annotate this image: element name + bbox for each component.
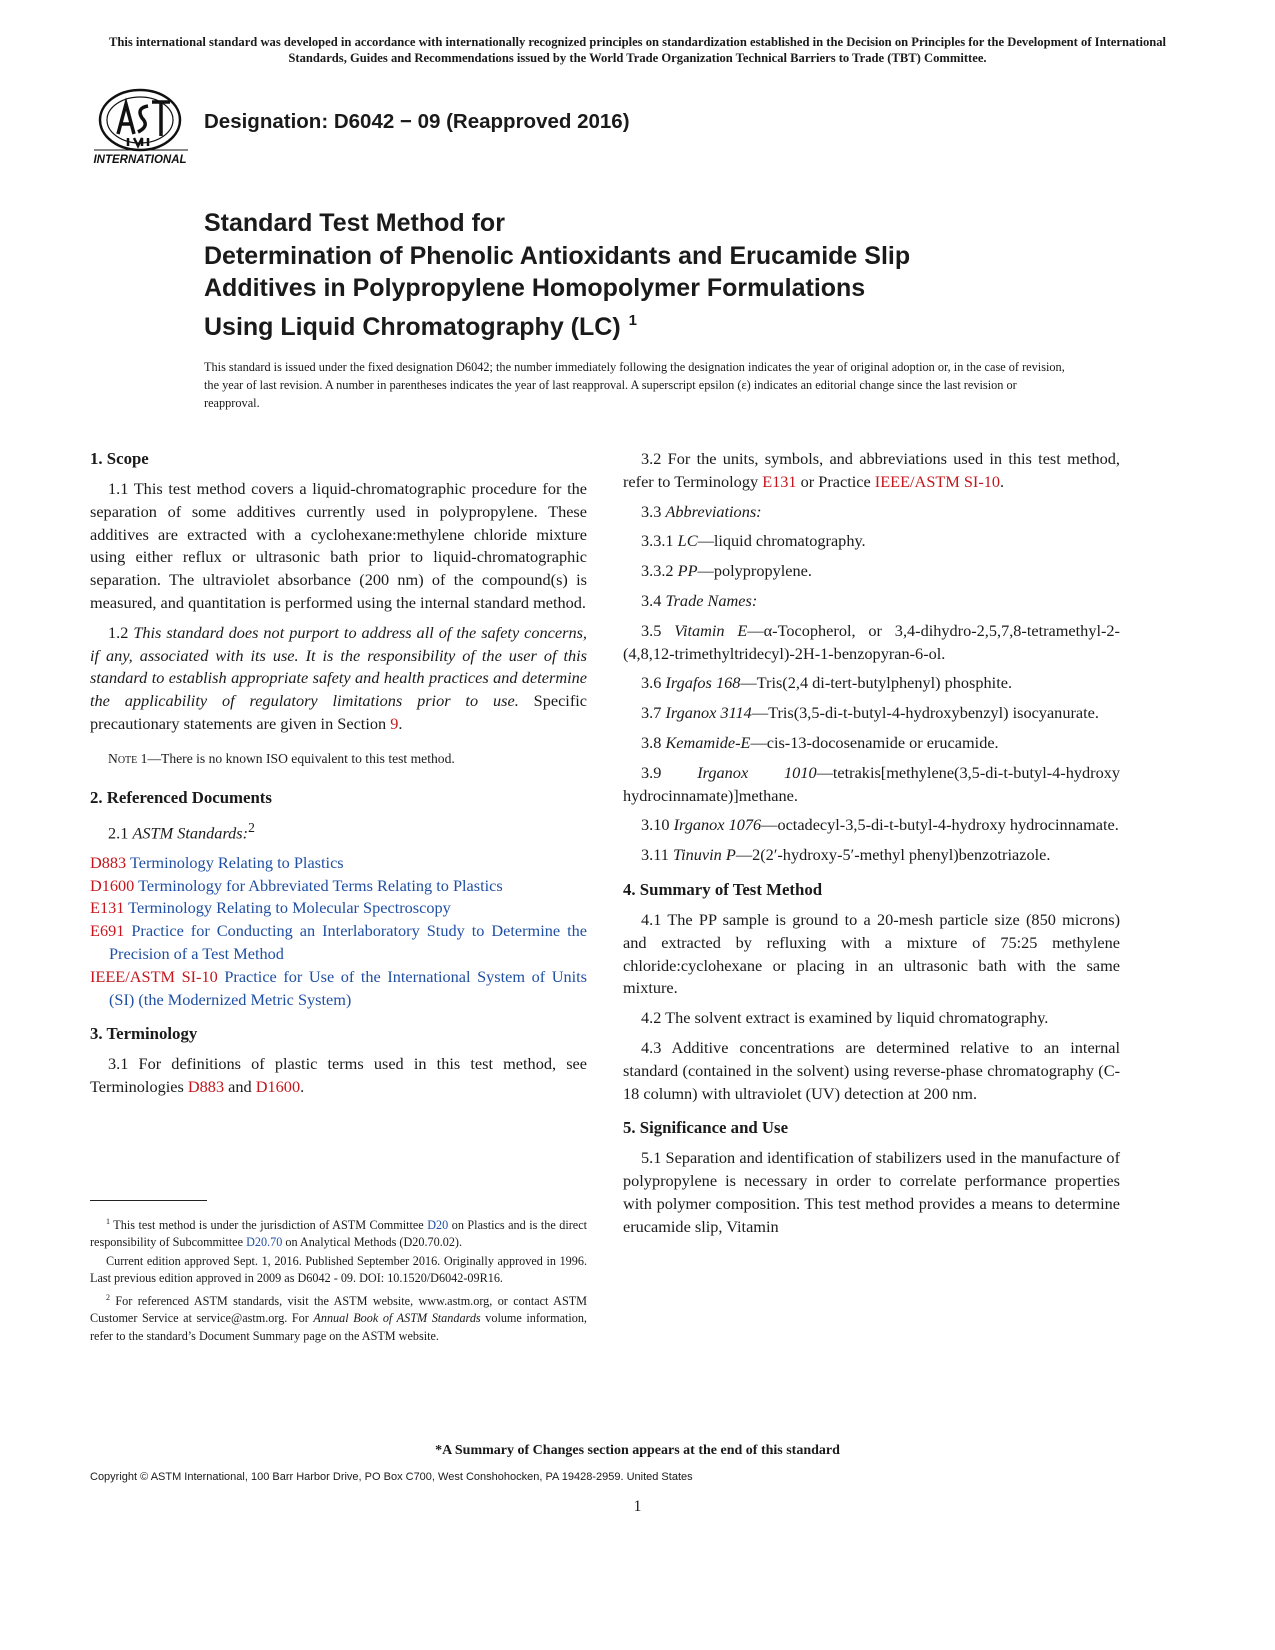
para-1-2-rest: Specific precautionary statements are given in Section [90, 691, 587, 733]
ref-title[interactable]: Practice for Use of the International System of Units (SI) (the Modernized Metric System) [109, 966, 588, 1009]
def-term: Irganox 1010 [697, 762, 817, 782]
title-footnote-mark: 1 [628, 311, 637, 329]
astm-logo-icon [88, 86, 192, 172]
def-text: —liquid chromatography. [697, 531, 866, 551]
ref-item[interactable] [90, 897, 587, 920]
title-line-4-text: Using Liquid Chromatography (LC) [204, 312, 621, 341]
period: . [300, 1077, 305, 1097]
para-1-2-safety: This standard does not purport to address all of the safety concerns, if any, associated with its use. It is the responsibility of the user of this standard to establish appropriate safety and health practices and determine the applicability of regulatory limitations prior to use. [90, 622, 587, 711]
def-term: Kemamide-E [665, 732, 751, 752]
ref-item[interactable] [90, 875, 587, 898]
definition-item [623, 732, 1120, 755]
d1600-link[interactable]: D1600 [255, 1077, 301, 1097]
section-2-heading: 2. Referenced Documents [90, 787, 272, 807]
para-4-3: 4.3 Additive concentrations are determined relative to an internal standard (contained in the solvent) using reverse-phase chromatography (C-18 column) with ultraviolet (UV) detection at 200 nm. [623, 1037, 1120, 1103]
note-label: Note 1 [108, 750, 148, 766]
def-num: 3.11 [641, 845, 669, 865]
def-term: Irgafos 168 [665, 673, 741, 693]
def-num: 3.3.2 [641, 561, 674, 581]
ref-item[interactable] [90, 966, 587, 1012]
def-text: —α-Tocopherol, or 3,4-dihydro-2,5,7,8-tetramethyl-2-(4,8,12-trimethyltridecyl)-2H-1-benzopyran-6-ol. [623, 620, 1120, 663]
e131-link[interactable]: E131 [762, 471, 797, 491]
logo-text: INTERNATIONAL [93, 154, 187, 166]
footnote-1 [90, 1213, 587, 1252]
section-4-heading: 4. Summary of Test Method [623, 879, 823, 899]
footnote-edition: Current edition approved Sept. 1, 2016. Published September 2016. Originally approved in 1996. Last previous edition approved in 2009 as D6042 - 09. DOI: 10.1520/D6042-09R16. [90, 1253, 587, 1286]
definition-item [623, 702, 1120, 725]
astm-logo [88, 86, 192, 172]
def-term: LC [677, 531, 698, 551]
ref-code[interactable]: E691 [90, 921, 125, 941]
footnote-2-text-b: volume information, refer to the standard’s Document Summary page on the ASTM website. [90, 1311, 587, 1343]
abbreviations-label: Abbreviations: [665, 501, 762, 521]
referenced-documents-list [72, 852, 587, 1012]
para-1-1: 1.1 This test method covers a liquid-chromatographic procedure for the separation of some additives currently used in polypropylene. These additives are extracted with a cyclohexane:methylene chloride mixture using either reflux or ultrasonic bath prior to liquid-chromatographic separation. The ultraviolet absorbance (200 nm) of the compound(s) is measured, and quantitation is performed using the internal standard method. [90, 479, 587, 612]
page-number: 1 [633, 1498, 642, 1515]
ieee-si10-link[interactable]: IEEE/ASTM SI-10 [874, 471, 1001, 491]
footnote-2-mark: 2 [248, 819, 255, 835]
astm-standards-label: ASTM Standards: [132, 822, 249, 842]
def-text: —Tris(3,5-di-t-butyl-4-hydroxybenzyl) isocyanurate. [751, 703, 1099, 723]
def-text: —polypropylene. [697, 561, 812, 581]
para-1-2: 1.2 This standard does not purport to address all of the safety concerns, if any, associated with its use. It is the responsibility of the user of this standard to establish appropriate safety and health practices and determine the applicability of regulatory limitations prior to use. Specific precautionary statements are given in Section 9. [90, 622, 587, 733]
def-term: Vitamin E [674, 620, 748, 640]
ref-title[interactable]: Terminology Relating to Plastics [129, 852, 344, 872]
def-term: Irganox 1076 [673, 815, 762, 835]
section-3-heading: 3. Terminology [90, 1024, 198, 1044]
footnote-divider [90, 1200, 207, 1201]
left-column [90, 448, 587, 1106]
def-text: —tetrakis[methylene(3,5-di-t-butyl-4-hydroxy hydrocinnamate)]methane. [623, 762, 1120, 805]
def-term: PP [677, 561, 698, 581]
para-3-3-2 [623, 560, 1120, 583]
definition-item [623, 620, 1120, 666]
d883-link[interactable]: D883 [187, 1077, 225, 1097]
ref-code[interactable]: IEEE/ASTM SI-10 [90, 966, 218, 986]
para-3-4-num: 3.4 [641, 590, 662, 610]
right-column [623, 448, 1120, 1246]
footnote-2 [90, 1289, 587, 1345]
definition-item [623, 814, 1120, 837]
or-practice-text: or Practice [800, 471, 871, 491]
copyright-line: Copyright © ASTM International, 100 Barr Harbor Drive, PO Box C700, West Conshohocken, PA 19428-2959. United States [90, 1471, 693, 1483]
para-3-1-text: 3.1 For definitions of plastic terms used in this test method, see Terminologies [90, 1054, 587, 1097]
d20-link[interactable]: D20 [427, 1218, 449, 1233]
ref-title[interactable]: Practice for Conducting an Interlaboratory Study to Determine the Precision of a Test Method [109, 921, 587, 963]
def-term: Tinuvin P [672, 845, 736, 865]
ref-title[interactable]: Terminology Relating to Molecular Spectroscopy [128, 898, 451, 918]
definition-item [623, 844, 1120, 867]
def-num: 3.3.1 [641, 531, 674, 551]
para-2-1 [108, 817, 587, 845]
para-3-1 [90, 1053, 587, 1099]
def-num: 3.6 [641, 673, 662, 693]
footnotes [90, 1213, 587, 1346]
title-line-4 [204, 305, 1104, 344]
ref-code[interactable]: D883 [90, 852, 127, 872]
ref-item[interactable] [90, 920, 587, 966]
title-line-2: Determination of Phenolic Antioxidants and Erucamide Slip [204, 241, 911, 270]
footnote-1-text-c: on Analytical Methods (D20.70.02). [285, 1235, 463, 1250]
def-num: 3.10 [641, 815, 670, 835]
footnote-2-text-a: For referenced ASTM standards, visit the ASTM website, www.astm.org, or contact ASTM Customer Service at service@astm.org. For [90, 1293, 588, 1326]
note-1 [108, 748, 587, 771]
def-text: —octadecyl-3,5-di-t-butyl-4-hydroxy hydrocinnamate. [761, 815, 1119, 835]
d20-70-link[interactable]: D20.70 [246, 1235, 283, 1250]
para-3-2 [623, 448, 1120, 494]
def-text: —2(2′-hydroxy-5′-methyl phenyl)benzotriazole. [735, 845, 1051, 865]
para-5-1: 5.1 Separation and identification of stabilizers used in the manufacture of polypropylene is necessary in order to correlate performance properties with polymer composition. This test method provides a means to determine erucamide slip, Vitamin [623, 1148, 1120, 1236]
para-1-2-num: 1.2 [108, 622, 129, 642]
document-title [204, 207, 1104, 343]
para-3-2-text: 3.2 For the units, symbols, and abbreviations used in this test method, refer to Terminology [623, 449, 1120, 491]
definition-item [623, 762, 1120, 808]
def-num: 3.8 [641, 732, 662, 752]
ref-item[interactable] [90, 852, 587, 875]
title-line-3: Additives in Polypropylene Homopolymer Formulations [204, 274, 866, 302]
def-term: Irganox 3114 [665, 703, 752, 723]
definition-item [623, 672, 1120, 695]
standard-issue-note: This standard is issued under the fixed designation D6042; the number immediately following the designation indicates the year of original adoption or, in the case of revision, the year of last revision. A number in parentheses indicates the year of last reapproval. A superscript epsilon (ε) indicates an editorial change since the last revision or reapproval. [204, 360, 1065, 410]
para-3-4 [623, 590, 1120, 613]
def-num: 3.5 [641, 620, 662, 640]
top-notice: This international standard was developed in accordance with internationally recognized principles on standardization established in the Decision on Principles for the Development of International Standards, Guides and Recommendations issued by the World Trade Organization Technical Barriers to Trade (TBT) Committee. [108, 35, 1167, 65]
ref-code[interactable]: D1600 [90, 875, 135, 895]
para-4-2: 4.2 The solvent extract is examined by liquid chromatography. [641, 1008, 1049, 1028]
note-text: —There is no known ISO equivalent to this test method. [147, 750, 455, 766]
def-text: —Tris(2,4 di-tert-butylphenyl) phosphite. [740, 673, 1013, 693]
designation: Designation: D6042 − 09 (Reapproved 2016) [204, 110, 630, 133]
para-4-1: 4.1 The PP sample is ground to a 20-mesh particle size (850 microns) and extracted by refluxing with a mixture of 75:25 methylene chloride:cyclohexane or placing in an ultrasonic bath with the same mixture. [623, 909, 1120, 998]
period: . [1000, 471, 1005, 491]
footnote-1-mark: 1 [106, 1217, 110, 1226]
para-3-3-num: 3.3 [641, 501, 662, 521]
section-5-heading: 5. Significance and Use [623, 1118, 789, 1138]
def-num: 3.7 [641, 703, 662, 723]
ref-title[interactable]: Terminology for Abbreviated Terms Relating to Plastics [138, 875, 503, 895]
def-text: —cis-13-docosenamide or erucamide. [750, 732, 999, 752]
para-3-3 [623, 501, 1120, 524]
section-9-link[interactable]: 9 [390, 713, 399, 733]
footnote-2-mark: 2 [106, 1292, 110, 1302]
section-1-heading: 1. Scope [90, 449, 149, 468]
ref-code[interactable]: E131 [90, 898, 125, 918]
footnote-1-text-b: on Plastics and is the direct responsibility of Subcommittee [90, 1218, 588, 1250]
and-text: and [228, 1077, 252, 1097]
def-num: 3.9 [641, 762, 662, 782]
para-2-1-num: 2.1 [108, 822, 129, 842]
footnote-1-text-a: This test method is under the jurisdiction of ASTM Committee [113, 1218, 424, 1233]
trade-names-label: Trade Names: [665, 590, 758, 610]
annual-book-title: Annual Book of ASTM Standards [313, 1311, 481, 1326]
summary-of-changes-note: *A Summary of Changes section appears at the end of this standard [435, 1443, 840, 1458]
title-line-1: Standard Test Method for [204, 209, 505, 237]
para-3-3-1 [623, 530, 1120, 553]
